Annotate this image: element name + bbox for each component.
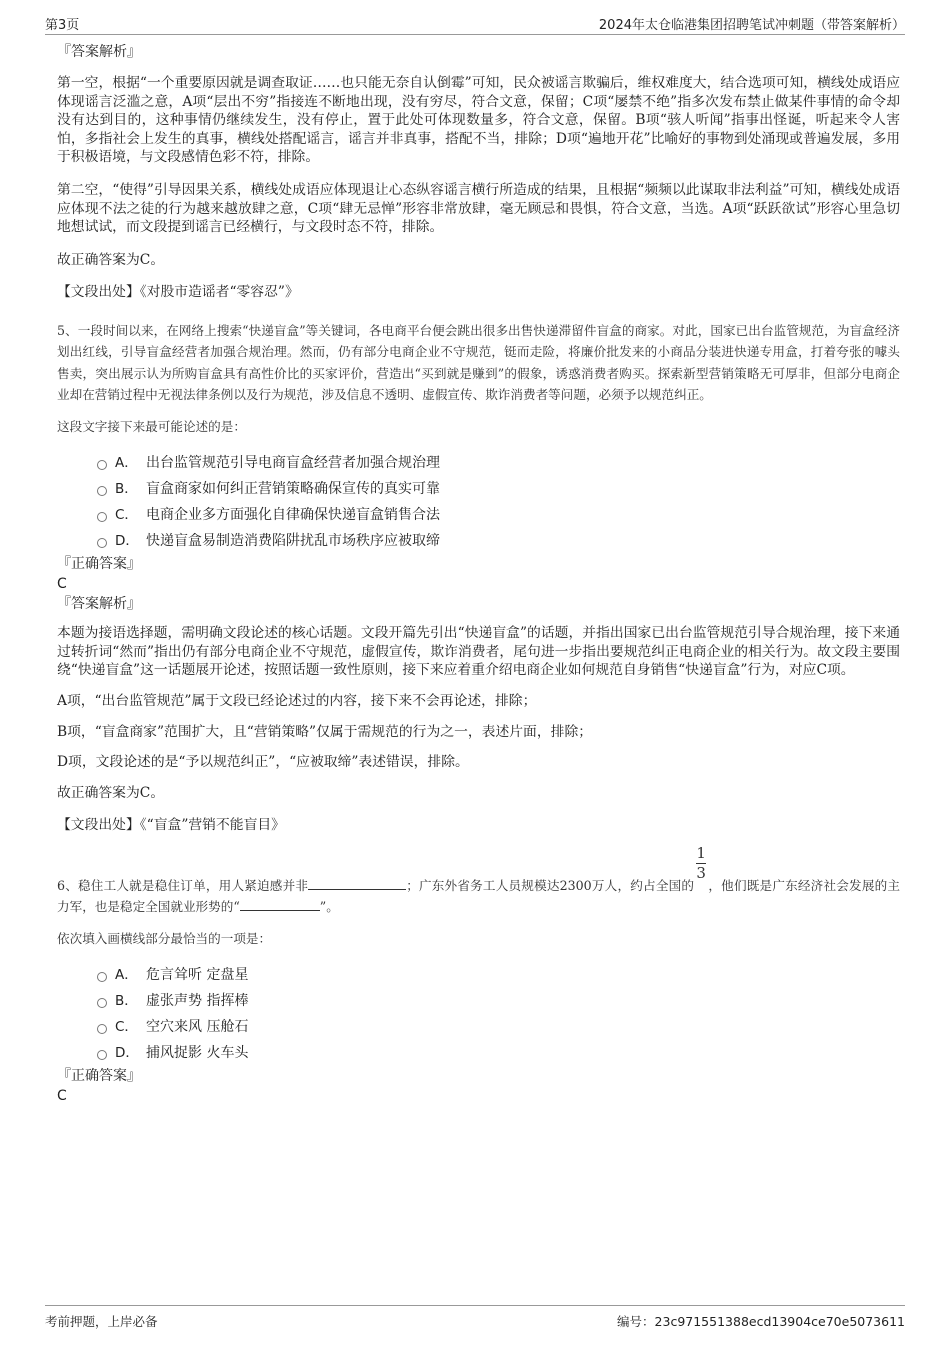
radio-icon[interactable] <box>97 1024 107 1034</box>
question-prompt: 依次填入画横线部分最恰当的一项是： <box>57 930 272 946</box>
analysis-paragraph: 第一空，根据“一个重要原因就是调查取证……也只能无奈自认倒霉”可知，民众被谣言欺骗后，维权难度大，结合选项可知，横线处成语应体现谣言泛滥之意，A项“层出不穷”指接连不断地出现，没有穷尽，符合文意，保留；C项“屡禁不绝”指多次发布禁止做某件事情的命令却没有达到目的，这种事情仍继续发生，没有停止，置于此处可体现数量多，符合文意，保留。B项“骇人听闻”指事出怪诞，听起来令人害怕，多指社会上发生的真事，横线处搭配谣言，谣言并非真事，搭配不当，排除；D项“遍地开花”比喻好的事物到处涌现或普遍发展，多用于积极语境，与文段感情色彩不符，排除。 <box>57 75 900 166</box>
radio-icon[interactable] <box>97 972 107 982</box>
blank-line <box>308 877 406 890</box>
analysis-tag: 『答案解析』 <box>57 44 141 60</box>
option-c[interactable]: C． 电商企业多方面强化自律确保快递盲盒销售合法 <box>97 503 900 529</box>
radio-icon[interactable] <box>97 460 107 470</box>
question-prompt: 这段文字接下来最可能论述的是： <box>57 418 246 434</box>
analysis-paragraph: 第二空，“使得”引导因果关系，横线处成语应体现退让心态纵容谣言横行所造成的结果，且根据“频频以此谋取非法利益”可知，横线处成语应体现不法之徒的行为越来越放肆之意，C项“肆无忌惮”形容非常放肆，毫无顾忌和畏惧，符合文意，当选。A项“跃跃欲试”形容心里急切地想试试，而文段提到谣言已经横行，与文段时态不符，排除。 <box>57 181 900 236</box>
analysis-tag: 『答案解析』 <box>57 596 141 613</box>
analysis-paragraph: B项，“盲盒商家”范围扩大，且“营销策略”仅属于需规范的行为之一，表述片面，排除； <box>57 723 593 740</box>
question-stem: 5、一段时间以来，在网络上搜索“快递盲盒”等关键词，各电商平台便会跳出很多出售快递滞留件盲盒的商家。对此，国家已出台监管规范，为盲盒经济划出红线，引导盲盒经营者加强合规治理。然而，仍有部分电商企业不守规范，铤而走险，将廉价批发来的小商品分装进快递专用盒，打着夸张的噱头售卖，突出展示认为所购盲盒具有高性价比的买家评价，营造出“买到就是赚到”的假象，诱惑消费者购买。探索新型营销策略无可厚非，但部分电商企业却在营销过程中无视法律条例以及行为规范，涉及信息不透明、虚假宣传、欺诈消费者等问题，必须予以规范纠正。 <box>57 322 900 403</box>
page-header <box>45 14 905 35</box>
analysis-paragraph: D项，文段论述的是“予以规范纠正”，“应被取缔”表述错误，排除。 <box>57 754 469 771</box>
option-b[interactable]: B． 盲盒商家如何纠正营销策略确保宣传的真实可靠 <box>97 477 900 503</box>
radio-icon[interactable] <box>97 512 107 522</box>
blank-line <box>240 898 320 911</box>
option-list <box>57 963 900 1066</box>
correct-answer-tag: 『正确答案』 <box>57 556 141 573</box>
option-b[interactable]: B． 虚张声势 指挥棒 <box>97 989 900 1015</box>
radio-icon[interactable] <box>97 538 107 548</box>
correct-answer-tag: 『正确答案』 <box>57 1068 141 1085</box>
page-content <box>57 42 900 1106</box>
fraction: $\frac{1}{3}$ <box>696 843 706 882</box>
source-citation: 【文段出处】《对股市造谣者“零容忍”》 <box>57 284 299 301</box>
source-citation: 【文段出处】《“盲盒”营销不能盲目》 <box>57 817 285 834</box>
radio-icon[interactable] <box>97 1050 107 1060</box>
radio-icon[interactable] <box>97 486 107 496</box>
option-a[interactable]: A． 危言耸听 定盘星 <box>97 963 900 989</box>
document-title: 2024年太仓临港集团招聘笔试冲刺题（带答案解析） <box>598 18 905 33</box>
page-number-label: 第3页 <box>45 18 80 33</box>
option-a[interactable]: A． 出台监管规范引导电商盲盒经营者加强合规治理 <box>97 451 900 477</box>
option-list <box>57 451 900 554</box>
analysis-paragraph: A项，“出台监管规范”属于文段已经论述过的内容，接下来不会再论述，排除； <box>57 692 537 709</box>
correct-answer: C <box>57 576 67 593</box>
option-d[interactable]: D． 快递盲盒易制造消费陷阱扰乱市场秩序应被取缔 <box>97 529 900 555</box>
page-footer <box>45 1305 905 1329</box>
question-stem: 6、稳住工人就是稳住订单，用人紧迫感并非 ；广东外省务工人员规模达2300万人，约占全国的 $\frac{1}{3}$ ，他们既是广东经济社会发展的主力军，也是稳定全国就业形势的“ ”。 <box>57 843 901 915</box>
radio-icon[interactable] <box>97 998 107 1008</box>
footer-slogan: 考前押题，上岸必备 <box>45 1314 158 1329</box>
analysis-paragraph: 本题为接语选择题，需明确文段论述的核心话题。文段开篇先引出“快递盲盒”的话题，并指出国家已出台监管规范引导合规治理，接下来通过转折词“然而”指出仍有部分电商企业不守规范，虚假宣传，欺诈消费者，尾句进一步指出要规范纠正电商企业的相关行为。故文段主要围绕“快递盲盒”这一话题展开论述，按照话题一致性原则，接下来应着重介绍电商企业如何规范自身销售“快递盲盒”行为，对应C项。 <box>57 625 900 679</box>
correct-answer: C <box>57 1088 67 1105</box>
document-id: 编号：23c971551388ecd13904ce70e5073611 <box>617 1314 905 1329</box>
conclusion: 故正确答案为C。 <box>57 784 165 801</box>
option-d[interactable]: D． 捕风捉影 火车头 <box>97 1041 900 1067</box>
option-c[interactable]: C． 空穴来风 压舱石 <box>97 1015 900 1041</box>
conclusion: 故正确答案为C。 <box>57 251 165 268</box>
